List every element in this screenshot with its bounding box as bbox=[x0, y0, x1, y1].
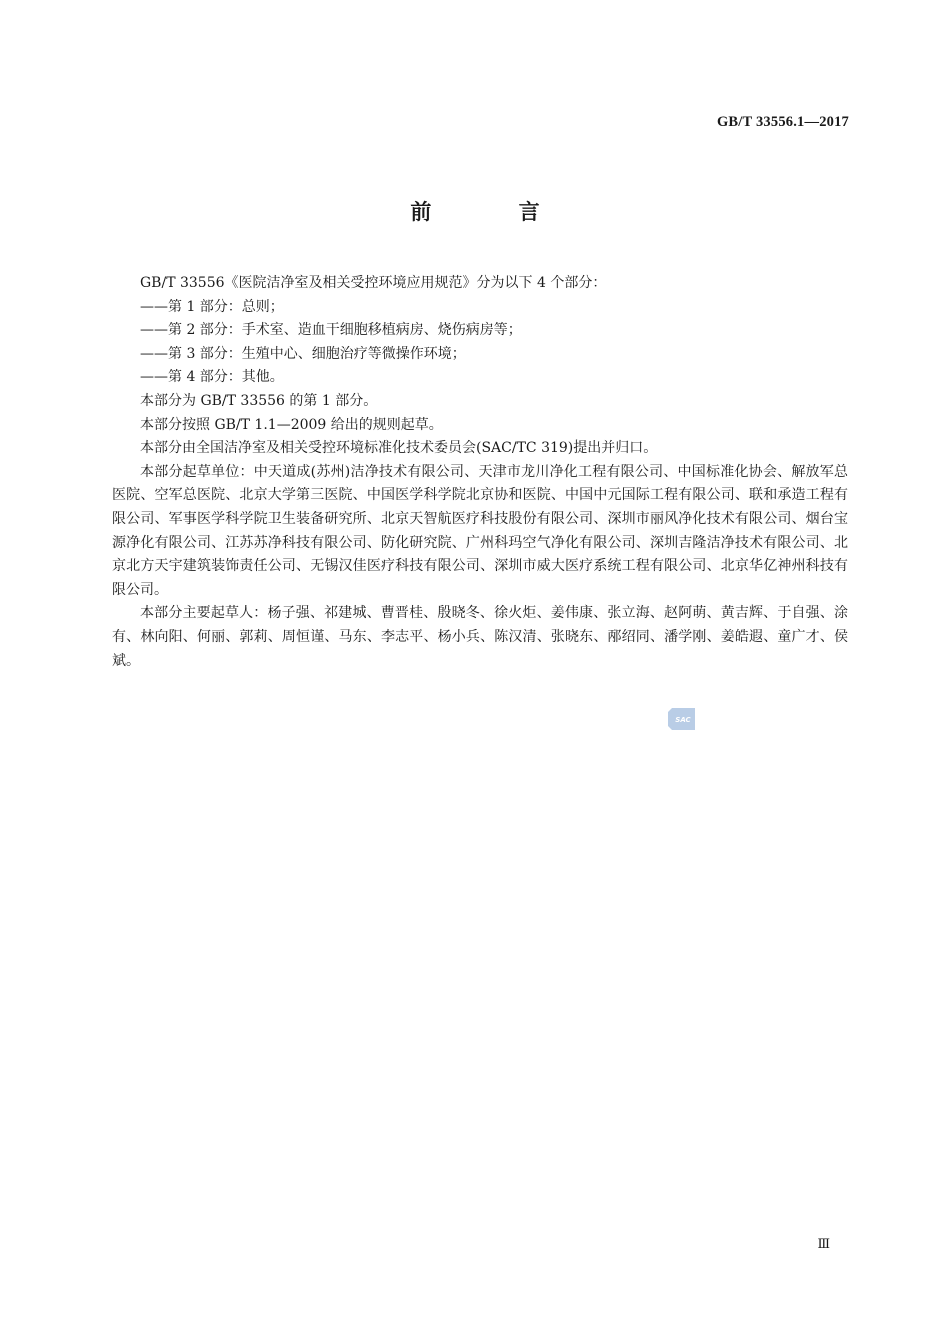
list-item: ——第 2 部分：手术室、造血干细胞移植病房、烧伤病房等； bbox=[140, 322, 522, 339]
list-item: ——第 1 部分：总则； bbox=[140, 298, 284, 315]
drafting-rules: 本部分按照 GB/T 1.1—2009 给出的规则起草。 bbox=[140, 416, 443, 433]
page-title: 前 言 bbox=[410, 200, 580, 224]
proposer-statement: 本部分由全国洁净室及相关受控环境标准化技术委员会(SAC/TC 319)提出并归口。 bbox=[140, 440, 658, 457]
drafting-organizations: 本部分起草单位：中天道成(苏州)洁净技术有限公司、天津市龙川净化工程有限公司、中国标准化协会、解放军总医院、空军总医院、北京大学第三医院、中国医学科学院北京协和医院、中国中元国际工程有限公司、联和承造工程有限公司、军事医学科学院卫生装备研究所、北京天智航医疗科技股份有限公司、深圳市丽风净化技术有限公司、烟台宝源净化有限公司、江苏苏净科技有限公司、防化研究院、广州科玛空气净化有限公司、深圳吉隆洁净技术有限公司、北京北方天宇建筑装饰责任公司、无锡汉佳医疗科技有限公司、深圳市威大医疗系统工程有限公司、北京华亿神州科技有限公司。 bbox=[112, 463, 848, 598]
sac-logo-icon bbox=[668, 708, 695, 730]
list-item: ——第 3 部分：生殖中心、细胞治疗等微操作环境； bbox=[140, 345, 466, 362]
watermark-text: SAC bbox=[675, 716, 691, 724]
foreword-body bbox=[112, 272, 848, 673]
part-statement: 本部分为 GB/T 33556 的第 1 部分。 bbox=[140, 392, 378, 409]
intro-paragraph: GB/T 33556《医院洁净室及相关受控环境应用规范》分为以下 4 个部分： bbox=[140, 275, 607, 291]
list-item: ——第 4 部分：其他。 bbox=[140, 369, 284, 386]
page-number: Ⅲ bbox=[817, 1236, 830, 1251]
main-drafters: 本部分主要起草人：杨子强、祁建城、曹晋桂、殷晓冬、徐火炬、姜伟康、张立海、赵阿萌、黄吉辉、于自强、涂有、林向阳、何丽、郭莉、周恒谨、马东、李志平、杨小兵、陈汉清、张晓东、邴绍同、潘学刚、姜皓遐、童广才、侯斌。 bbox=[112, 605, 848, 669]
standard-code: GB/T 33556.1—2017 bbox=[716, 114, 849, 130]
